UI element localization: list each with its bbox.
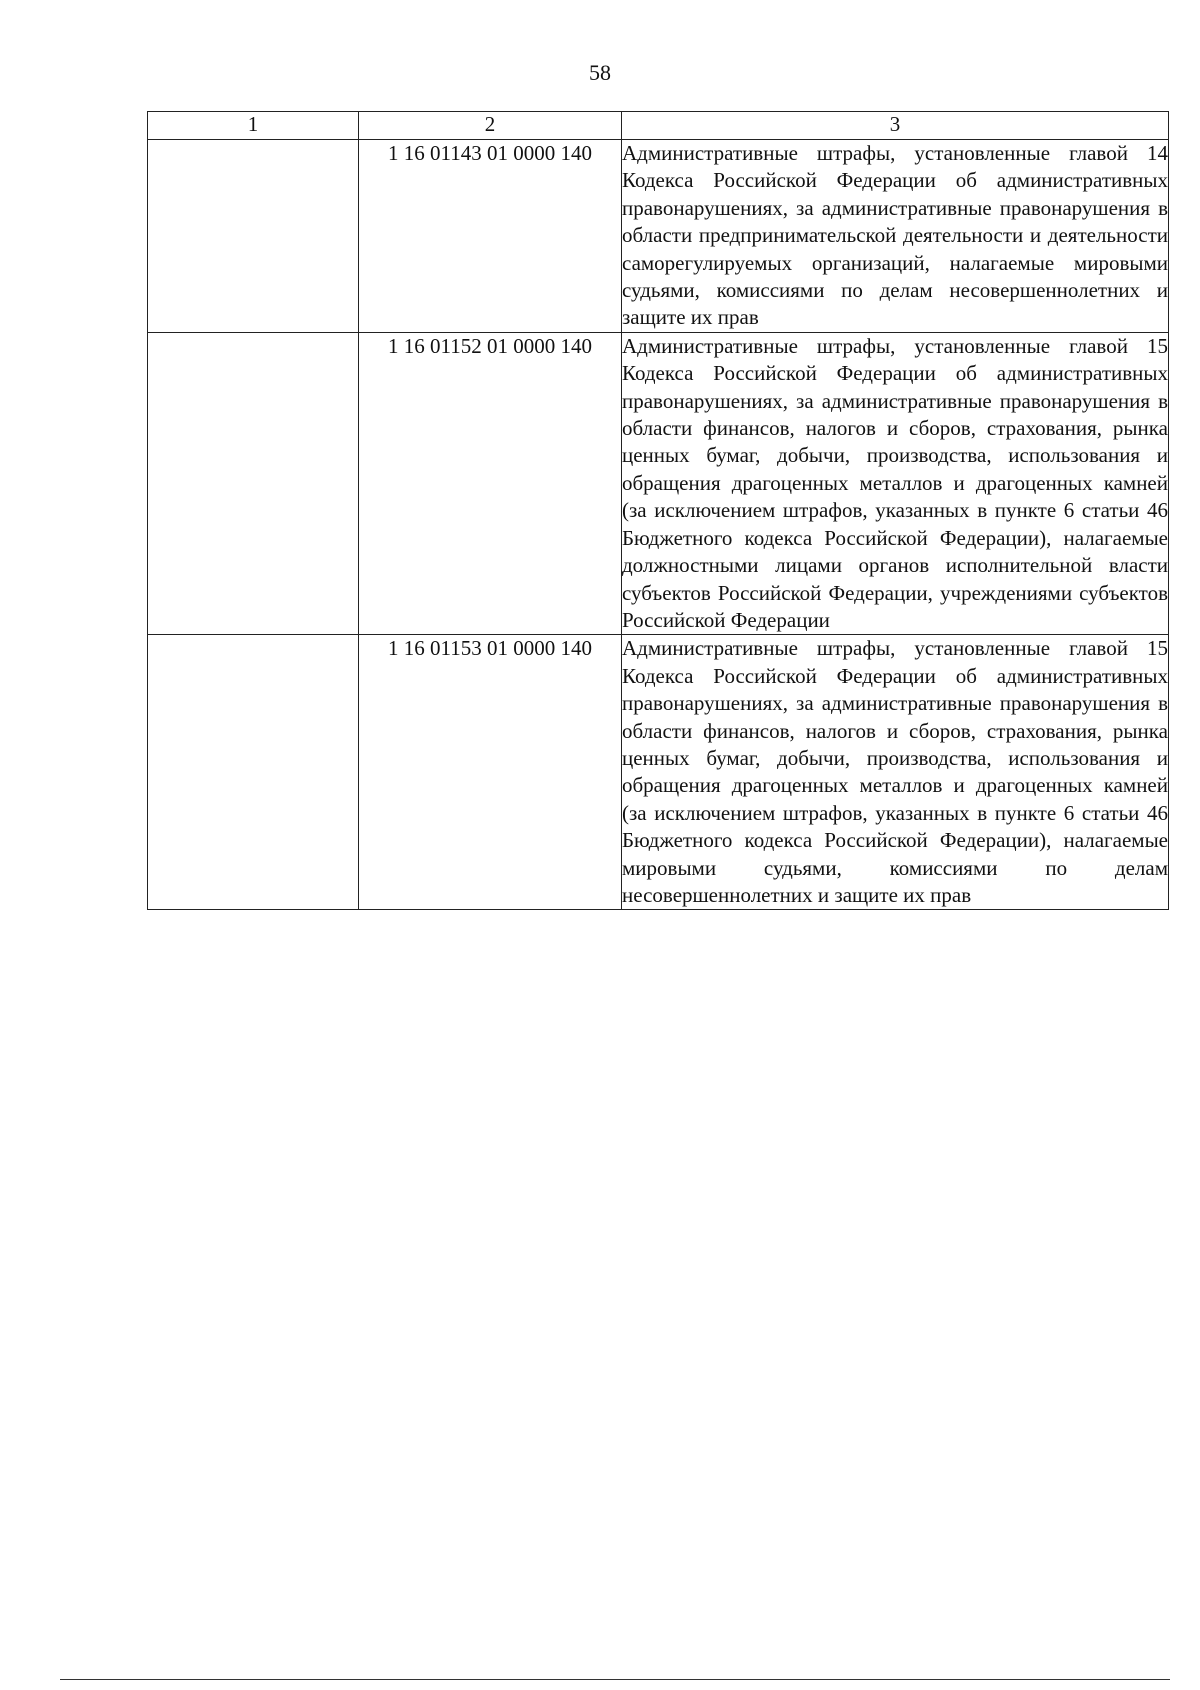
row-3-code: 1 16 01153 01 0000 140 bbox=[359, 635, 622, 910]
row-1-description: Административные штрафы, установленные главой 14 Кодекса Российской Федерации об административных правонарушениях, за административные правонарушения в области предпринимательской деятельности и деятельности саморегулируемых организаций, налагаемые мировыми судьями, комиссиями по делам несовершеннолетних и защите их прав bbox=[622, 140, 1169, 333]
page-bottom-rule bbox=[60, 1679, 1170, 1680]
page-number: 58 bbox=[589, 60, 611, 85]
table-row bbox=[148, 332, 1169, 634]
budget-codes-table bbox=[147, 111, 1169, 910]
row-2-description: Административные штрафы, установленные главой 15 Кодекса Российской Федерации об административных правонарушениях, за административные правонарушения в области финансов, налогов и сборов, страхования, рынка ценных бумаг, добычи, производства, использования и обращения драгоценных металлов и драгоценных камней (за исключением штрафов, указанных в пункте 6 статьи 46 Бюджетного кодекса Российской Федерации), налагаемые должностными лицами органов исполнительной власти субъектов Российской Федерации, учреждениями субъектов Российской Федерации bbox=[622, 332, 1169, 634]
column-header-2: 2 bbox=[359, 112, 622, 140]
table-header-row bbox=[148, 112, 1169, 140]
row-2-code: 1 16 01152 01 0000 140 bbox=[359, 332, 622, 634]
table-row bbox=[148, 140, 1169, 333]
row-3-col-1 bbox=[148, 635, 359, 910]
row-2-col-1 bbox=[148, 332, 359, 634]
row-3-description: Административные штрафы, установленные главой 15 Кодекса Российской Федерации об административных правонарушениях, за административные правонарушения в области финансов, налогов и сборов, страхования, рынка ценных бумаг, добычи, производства, использования и обращения драгоценных металлов и драгоценных камней (за исключением штрафов, указанных в пункте 6 статьи 46 Бюджетного кодекса Российской Федерации), налагаемые мировыми судьями, комиссиями по делам несовершеннолетних и защите их прав bbox=[622, 635, 1169, 910]
column-header-1: 1 bbox=[148, 112, 359, 140]
column-header-3: 3 bbox=[622, 112, 1169, 140]
row-1-col-1 bbox=[148, 140, 359, 333]
table-row bbox=[148, 635, 1169, 910]
row-1-code: 1 16 01143 01 0000 140 bbox=[359, 140, 622, 333]
